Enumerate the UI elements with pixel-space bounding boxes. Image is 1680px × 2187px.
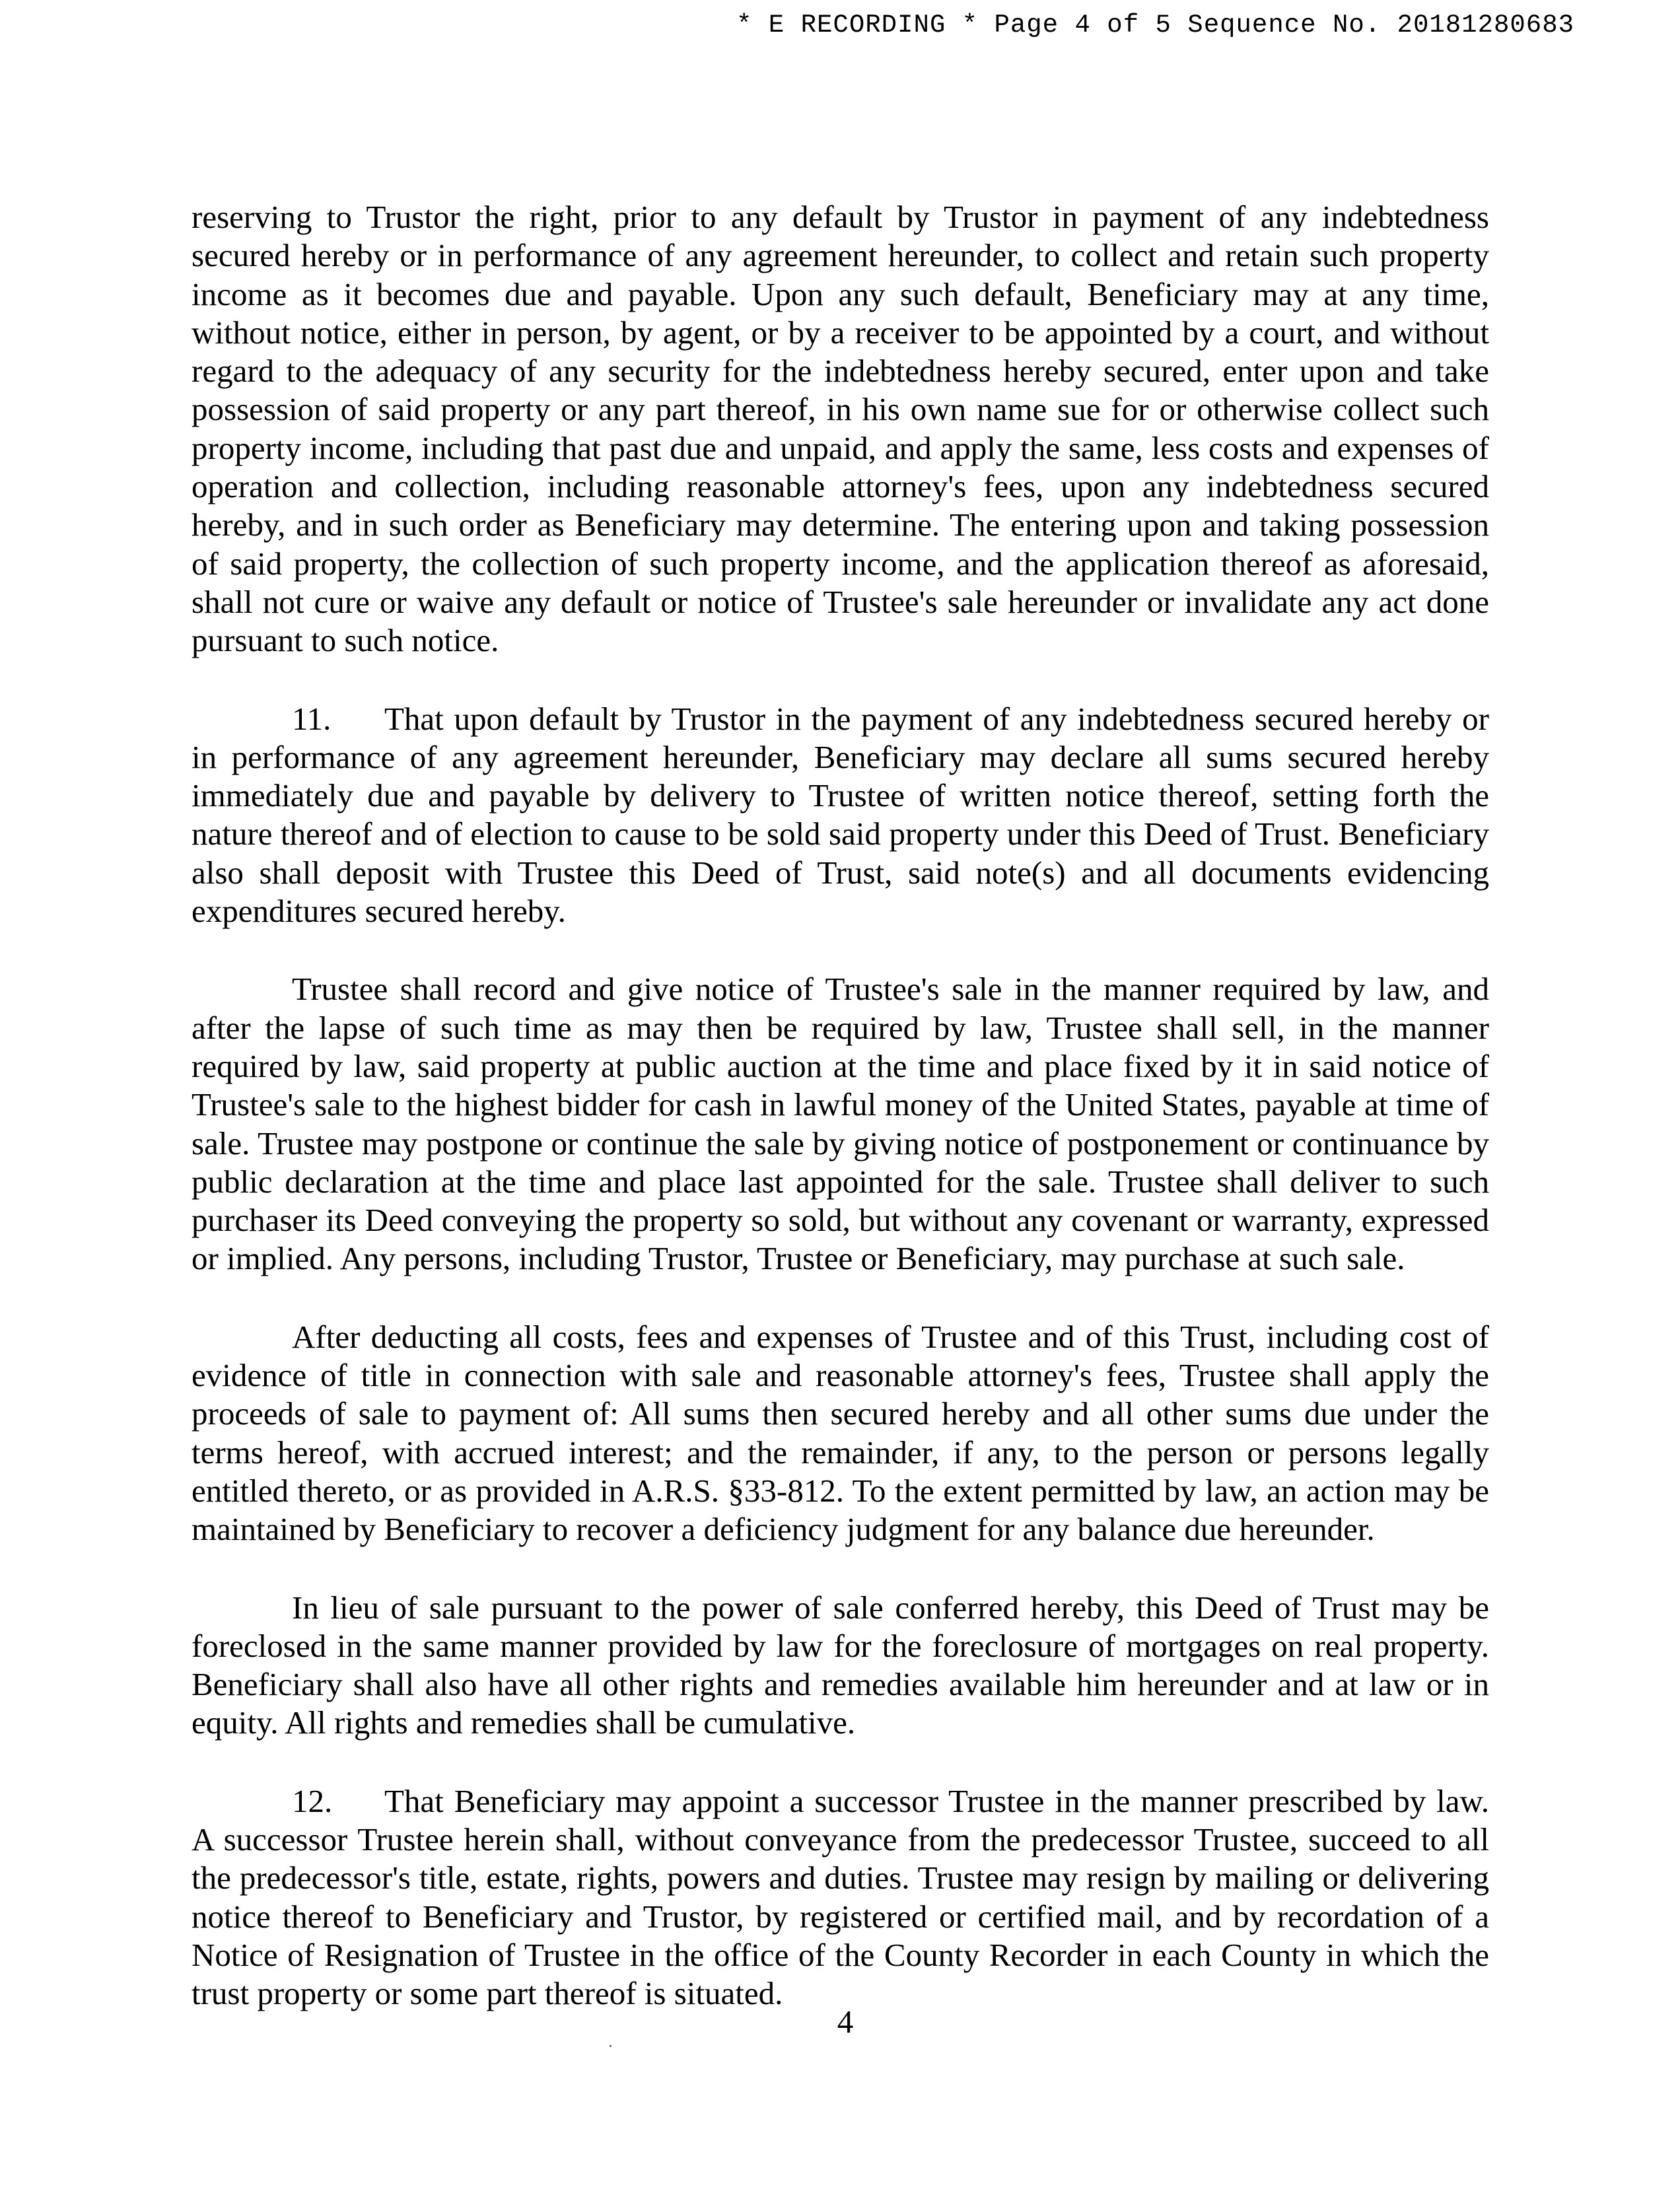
- paragraph-number: 11.: [292, 700, 332, 737]
- paragraph-11: [192, 700, 1489, 931]
- paragraph-proceeds: [192, 1318, 1489, 1549]
- paragraph-text: That Beneficiary may appoint a successor Trustee in the manner prescribed by law. A successor Trustee herein shall, without conveyance from the predecessor Trustee, succeed to all the predecessor's title, estate, rights, powers and duties. Trustee may resign by mailing or delivering notice thereof to Beneficiary and Trustor, by registered or certified mail, and by recordation of a Notice of Resignation of Trustee in the office of the County Recorder in each County in which the trust property or some part thereof is situated.: [192, 1782, 1489, 2012]
- paragraph-number: 12.: [292, 1782, 333, 1819]
- scan-speck: [610, 2045, 612, 2047]
- paragraph-foreclosure: [192, 1589, 1489, 1743]
- paragraph-text: That upon default by Trustor in the payment of any indebtedness secured hereby or in performance of any agreement hereunder, Beneficiary may declare all sums secured hereby immediately due and payable by delivery to Trustee of written notice thereof, setting forth the nature thereof and of election to cause to be sold said property under this Deed of Trust. Beneficiary also shall deposit with Trustee this Deed of Trust, said note(s) and all documents evidencing expenditures secured hereby.: [192, 700, 1489, 930]
- paragraph-text: After deducting all costs, fees and expenses of Trustee and of this Trust, including cost of evidence of title in connection with sale and reasonable attorney's fees, Trustee shall apply the proceeds of sale to payment of: All sums then secured hereby and all other sums due under the terms hereof, with accrued interest; and the remainder, if any, to the person or persons legally entitled thereto, or as provided in A.R.S. §33-812. To the extent permitted by law, an action may be maintained by Beneficiary to recover a deficiency judgment for any balance due hereunder.: [192, 1318, 1489, 1548]
- paragraph-12: [192, 1782, 1489, 2013]
- paragraph-text: reserving to Trustor the right, prior to any default by Trustor in payment of any indebtedness secured hereby or in performance of any agreement hereunder, to collect and retain such property income as it becomes due and payable. Upon any such default, Beneficiary may at any time, without notice, either in person, by agent, or by a receiver to be appointed by a court, and without regard to the adequacy of any security for the indebtedness hereby secured, enter upon and take possession of said property or any part thereof, in his own name sue for or otherwise collect such property income, including that past due and unpaid, and apply the same, less costs and expenses of operation and collection, including reasonable attorney's fees, upon any indebtedness secured hereby, and in such order as Beneficiary may determine. The entering upon and taking possession of said property, the collection of such property income, and the application thereof as aforesaid, shall not cure or waive any default or notice of Trustee's sale hereunder or invalidate any act done pursuant to such notice.: [192, 199, 1489, 659]
- paragraph-text: Trustee shall record and give notice of Trustee's sale in the manner required by law, and after the lapse of such time as may then be required by law, Trustee shall sell, in the manner required by law, said property at public auction at the time and place fixed by it in said notice of Trustee's sale to the highest bidder for cash in lawful money of the United States, payable at time of sale. Trustee may postpone or continue the sale by giving notice of postponement or continuance by public declaration at the time and place last appointed for the sale. Trustee shall deliver to such purchaser its Deed conveying the property so sold, but without any covenant or warranty, expressed or implied. Any persons, including Trustor, Trustee or Beneficiary, may purchase at such sale.: [192, 971, 1489, 1277]
- document-body: [192, 198, 1489, 2052]
- paragraph-continuation: [192, 198, 1489, 660]
- page-number: 4: [837, 2003, 854, 2040]
- recording-header: * E RECORDING * Page 4 of 5 Sequence No. 20181280683: [736, 11, 1574, 40]
- paragraph-text: In lieu of sale pursuant to the power of sale conferred hereby, this Deed of Trust may be foreclosed in the same manner provided by law for the foreclosure of mortgages on real property. Beneficiary shall also have all other rights and remedies available him hereunder and at law or in equity. All rights and remedies shall be cumulative.: [192, 1589, 1489, 1741]
- paragraph-trustee-sale: [192, 970, 1489, 1278]
